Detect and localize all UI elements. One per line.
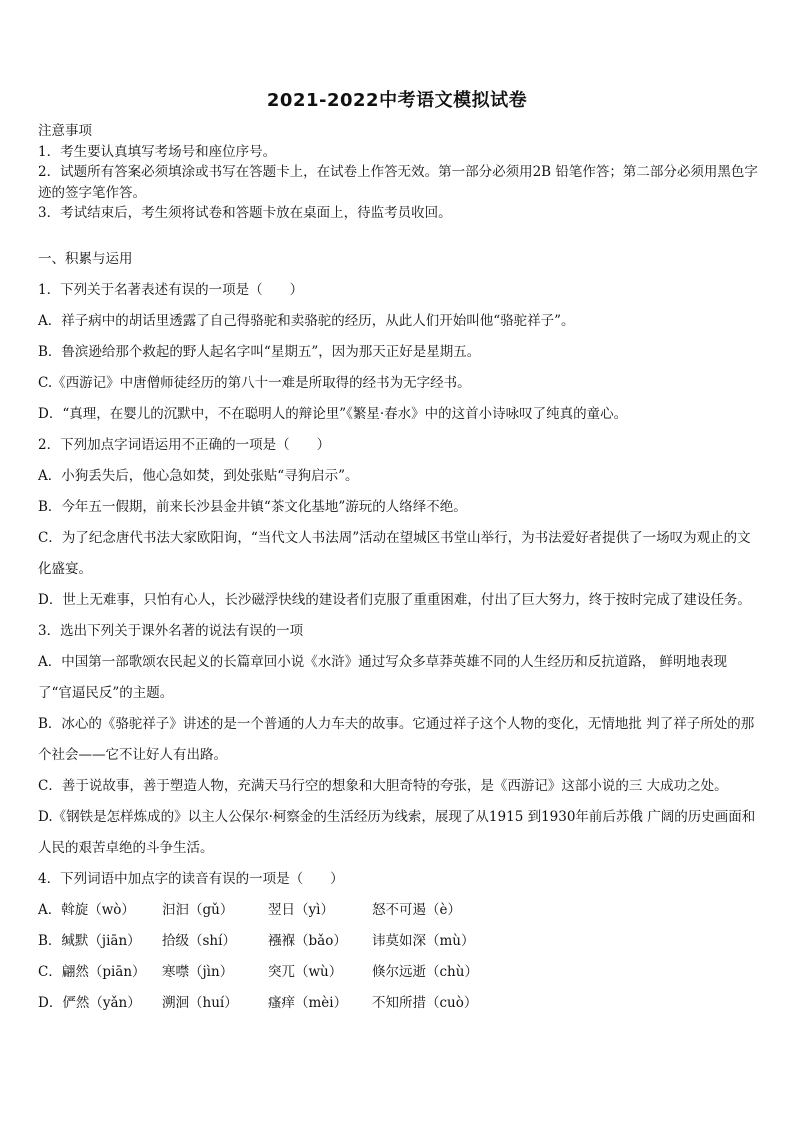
question-option: B．冰心的《骆驼祥子》讲述的是一个普通的人力车夫的故事。它通过祥子这个人物的变化，无情地批 判了祥子所处的那个社会——它不让好人有出路。 [38,716,755,763]
question-option: A．祥子病中的胡话里透露了自己得骆驼和卖骆驼的经历，从此人们开始叫他“骆驼祥子”。 [38,313,575,329]
pinyin-term: 汩汩（gǔ） [162,902,234,918]
question-stem: 2．下列加点字词语运用不正确的一项是（ ） [38,437,331,453]
section-heading: 一、积累与运用 [38,251,133,267]
pinyin-term: B．缄默（jiān） [38,933,141,949]
note-item: 3．考试结束后，考生须将试卷和答题卡放在桌面上，待监考员收回。 [38,205,452,221]
pinyin-term: 突兀（wù） [268,964,343,980]
pinyin-term: 讳莫如深（mù） [372,933,475,949]
page-title: 2021-2022中考语文模拟试卷 [266,90,528,111]
question-option: C.《西游记》中唐僧师徒经历的第八十一难是所取得的经书为无字经书。 [38,375,471,391]
pinyin-option-row [38,895,760,926]
pinyin-term: A．斡旋（wò） [38,902,135,918]
question-option: B．鲁滨逊给那个救起的野人起名字叫“星期五”，因为那天正好是星期五。 [38,344,481,360]
note-item: 2．试题所有答案必须填涂或书写在答题卡上，在试卷上作答无效。第一部分必须用2B 铅笔作答；第二部分必须用黑色字迹的签字笔作答。 [38,164,758,201]
pinyin-term: 拾级（shí） [162,933,236,949]
question-option: C．善于说故事，善于塑造人物，充满天马行空的想象和大胆奇特的夸张，是《西游记》这部小说的三 大成功之处。 [38,778,728,794]
question-option: B．今年五一假期，前来长沙县金井镇“茶文化基地”游玩的人络绎不绝。 [38,499,467,515]
question-stem: 1．下列关于名著表述有误的一项是（ ） [38,282,304,298]
pinyin-term: C．翩然（piān） [38,964,146,980]
pinyin-term: 瘙痒（mèi） [268,995,348,1011]
pinyin-term: 寒噤（jìn） [162,964,234,980]
questions-block [38,244,760,1019]
pinyin-term: 倏尔远逝（chù） [372,964,478,980]
note-item: 1．考生要认真填写考场号和座位序号。 [38,143,277,160]
pinyin-option-row [38,926,760,957]
pinyin-term: 翌日（yì） [268,902,334,918]
pinyin-term: 襁褓（bǎo） [268,933,347,949]
pinyin-term: D．俨然（yǎn） [38,995,141,1011]
question-stem: 3．选出下列关于课外名著的说法有误的一项 [38,623,304,639]
question-option: D．“真理，在婴儿的沉默中，不在聪明人的辩论里”《繁星·春水》中的这首小诗咏叹了纯真的童心。 [38,406,628,422]
question-stem: 4．下列词语中加点字的读音有误的一项是（ ） [38,871,344,887]
question-option: D．世上无难事，只怕有心人，长沙磁浮快线的建设者们克服了重重困难，付出了巨大努力，终于按时完成了建设任务。 [38,592,751,608]
notes-block [38,121,760,224]
notes-heading: 注意事项 [38,123,92,139]
pinyin-option-row [38,957,760,988]
question-option: A．小狗丢失后，他心急如焚，到处张贴“寻狗启示”。 [38,468,359,484]
question-option: A．中国第一部歌颂农民起义的长篇章回小说《水浒》通过写众多草莽英雄不同的人生经历和反抗道路， 鲜明地表现了“官逼民反”的主题。 [38,654,728,701]
pinyin-term: 怒不可遏（è） [372,902,461,918]
pinyin-term: 溯洄（huí） [162,995,238,1011]
question-option: D.《钢铁是怎样炼成的》以主人公保尔·柯察金的生活经历为线索，展现了从1915 到1930年前后苏俄 广阔的历史画面和人民的艰苦卓绝的斗争生活。 [38,809,756,856]
pinyin-option-row [38,988,760,1019]
question-option: C．为了纪念唐代书法大家欧阳询，“当代文人书法周”活动在望城区书堂山举行，为书法爱好者提供了一场叹为观止的文化盛宴。 [38,530,751,577]
pinyin-term: 不知所措（cuò） [372,995,478,1011]
